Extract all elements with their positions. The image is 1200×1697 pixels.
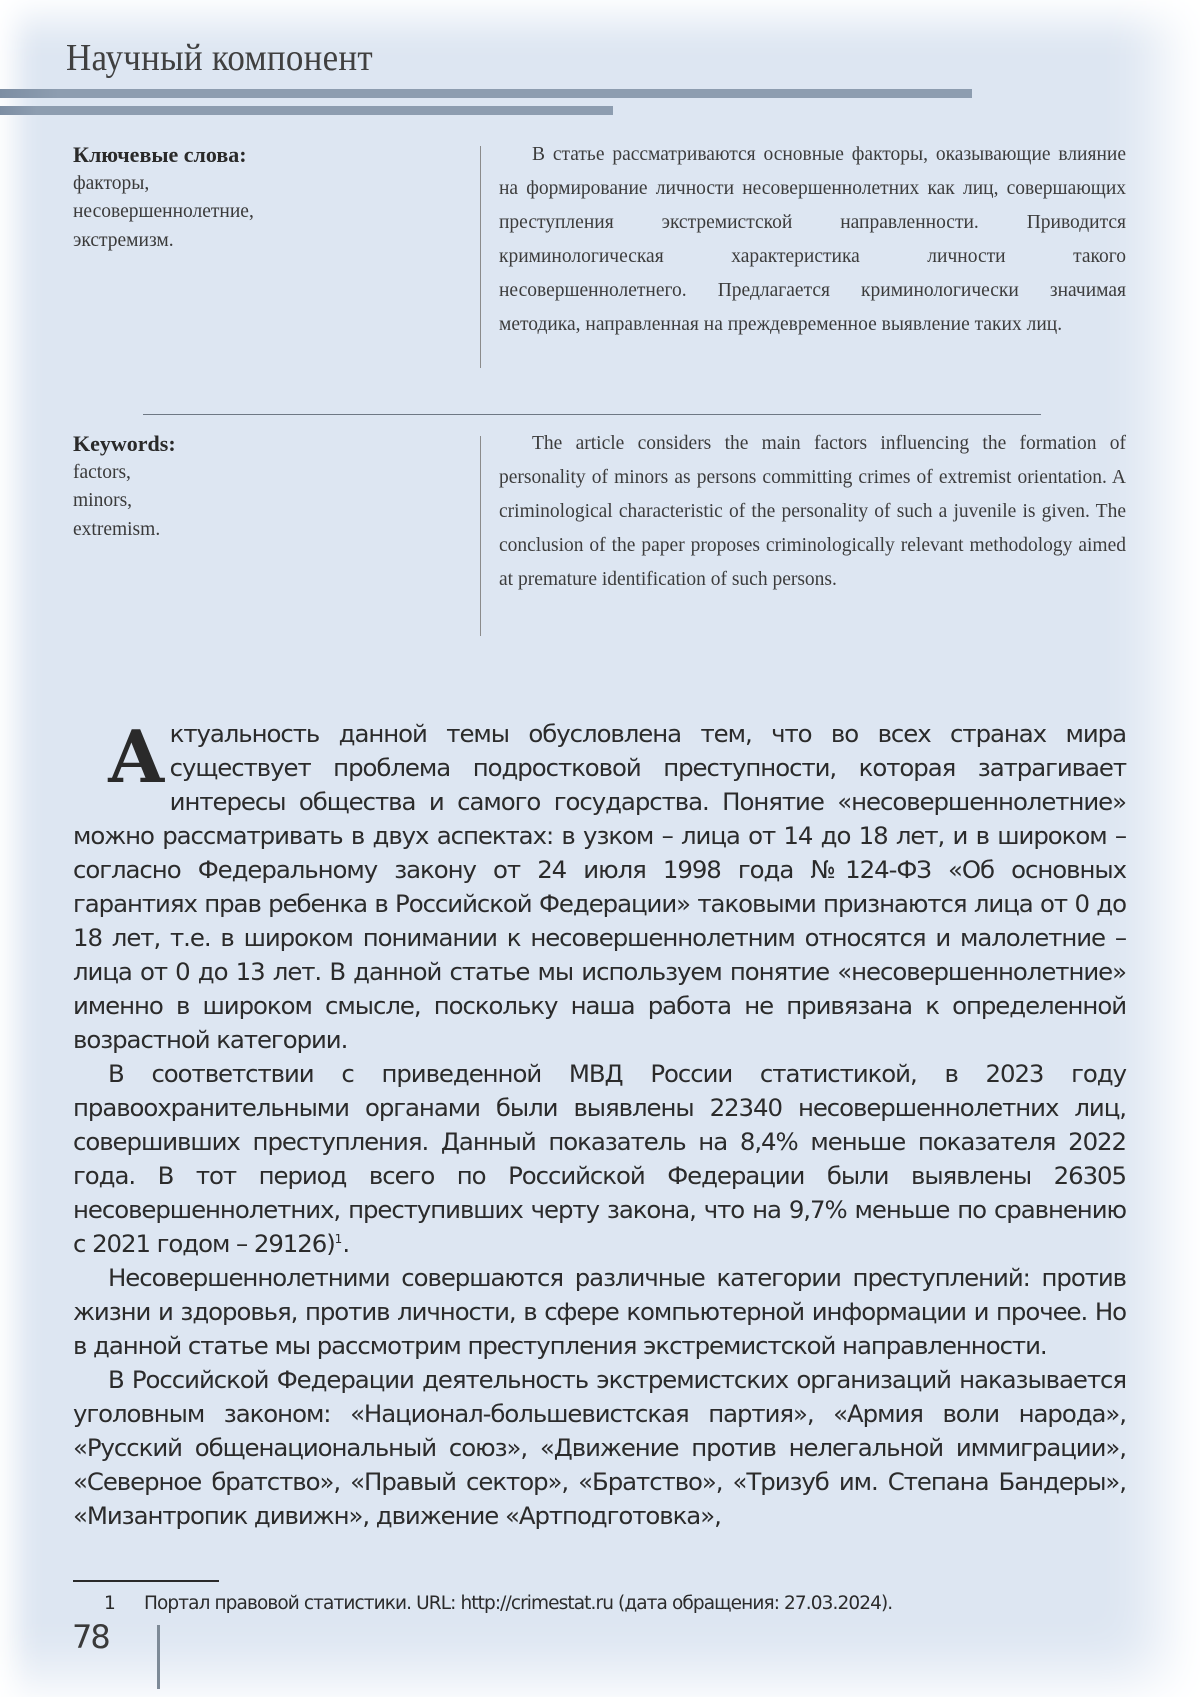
drop-cap: А — [107, 714, 166, 799]
abstract-ru-divider — [480, 146, 481, 368]
header-rule-long — [0, 89, 972, 98]
page-number: 78 — [72, 1618, 109, 1656]
keyword-item: экстремизм. — [73, 229, 174, 251]
paragraph-text: В соответствии с приведенной МВД России статистикой, в 2023 году правоохранительными органами были выявлены 22340 несовершеннолетних лиц, совершивших преступления. Данный показатель на 8,4% меньше показателя 2022 года. В тот период всего по Российской Федерации были выявлены 26305 несовершеннолетних, преступивших черту закона, что на 9,7% меньше по сравнению с 2021 годом – 29126) — [73, 1059, 1126, 1258]
keyword-item: extremism. — [73, 518, 161, 540]
abstract-en-divider — [480, 436, 481, 636]
paragraph-text-end: . — [342, 1229, 350, 1258]
section-title: Научный компонент — [66, 37, 373, 79]
abstract-separator — [143, 414, 1041, 415]
keyword-item: несовершеннолетние, — [73, 201, 254, 222]
abstract-en: The article considers the main factors influencing the formation of personality of minors as persons committing crimes of extremist orientation. A criminological characteristic of the personality of such a juvenile is given. The conclusion of the paper proposes criminologically relevant methodology aimed at premature identification of such persons. — [499, 433, 1126, 590]
body-paragraph — [73, 1057, 1126, 1261]
keyword-item: minors, — [73, 490, 133, 511]
keywords-ru — [73, 141, 254, 255]
footnote-number: 1 — [104, 1593, 115, 1614]
footnote — [104, 1591, 1154, 1617]
header-rule-short — [0, 106, 613, 115]
keywords-ru-title: Ключевые слова: — [73, 142, 247, 167]
keywords-en — [73, 430, 176, 544]
keywords-en-title: Keywords: — [73, 431, 176, 456]
footnote-reference[interactable]: 1 — [334, 1231, 343, 1246]
article-body — [73, 714, 1126, 1533]
page-number-rule — [157, 1625, 160, 1689]
footnote-text: Портал правовой статистики. URL: http://crimestat.ru (дата обращения: 27.03.2024). — [144, 1593, 893, 1614]
body-paragraph — [73, 714, 1126, 1057]
paragraph-text: ктуальность данной темы обусловлена тем, что во всех странах мира существует проблема подростковой преступности, которая затрагивает интересы общества и самого государства. Понятие «несовершеннолетние» можно рассматривать в двух аспектах: в узком – лица от 14 до 18 лет, и в широком – согласно Федеральному закону от 24 июля 1998 года №124-ФЗ «Об основных гарантиях прав ребенка в Российской Федерации» таковыми признаются лица от 0 до 18 лет, т.е. в широком понимании к несовершеннолетним относятся и малолетние – лица от 0 до 13 лет. В данной статье мы используем понятие «несовершеннолетние» именно в широком смысле, поскольку наша работа не привязана к определенной возрастной категории. — [73, 719, 1126, 1054]
footnote-rule — [73, 1580, 219, 1582]
keyword-item: factors, — [73, 461, 131, 483]
body-paragraph: В Российской Федерации деятельность экстремистских организаций наказывается уголовным законом: «Национал-большевистская партия», «Армия воли народа», «Русский общенациональный союз», «Движение против нелегальной иммиграции», «Северное братство», «Правый сектор», «Братство», «Тризуб им. Степана Бандеры», «Мизантропик дивижн», движение «Артподготовка», — [73, 1365, 1126, 1530]
body-paragraph: Несовершеннолетними совершаются различные категории преступлений: против жизни и здоровья, против личности, в сфере компьютерной информации и прочее. Но в данной статье мы рассмотрим преступления экстремистской направленности. — [73, 1263, 1126, 1360]
keyword-item: факторы, — [73, 172, 150, 194]
abstract-ru: В статье рассматриваются основные факторы, оказывающие влияние на формирование личности несовершеннолетних как лиц, совершающих преступления экстремистской направленности. Приводится криминологическая характеристика личности такого несовершеннолетнего. Предлагается криминологически значимая методика, направленная на преждевременное выявление таких лиц. — [499, 144, 1126, 335]
